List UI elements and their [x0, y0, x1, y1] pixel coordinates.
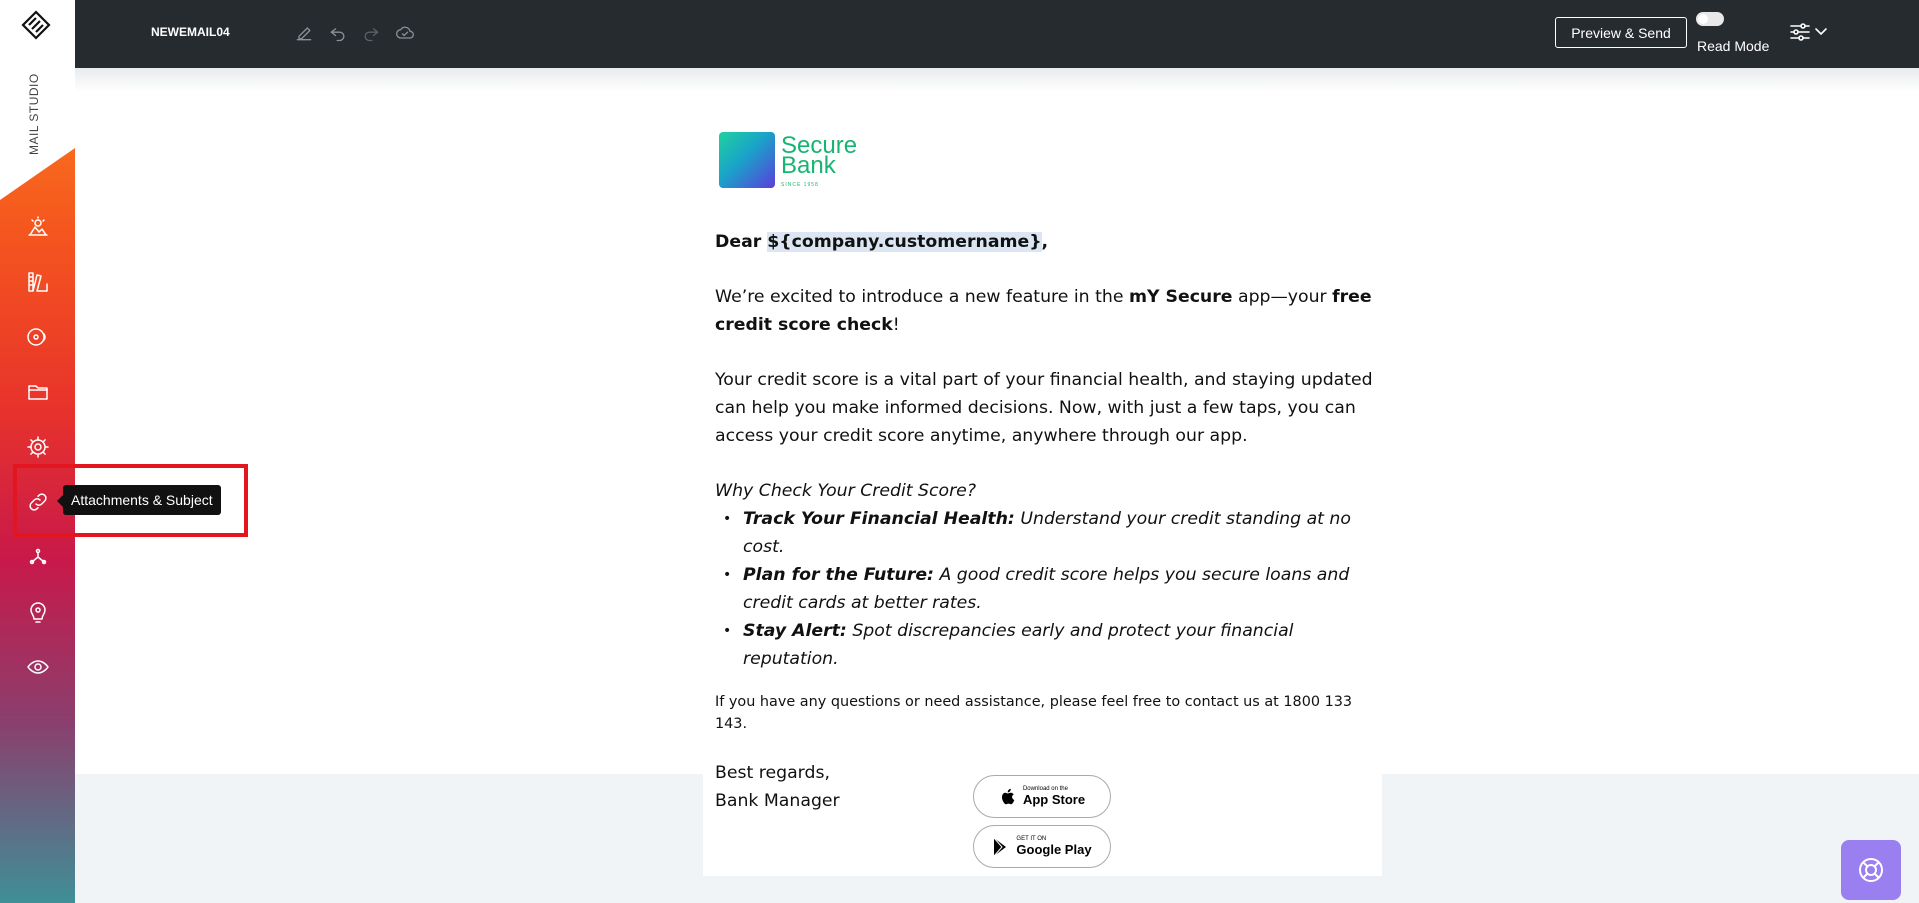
signoff: Best regards, Bank Manager — [715, 763, 840, 811]
landscape-icon — [26, 215, 50, 239]
app-store-label: App Store — [1022, 792, 1086, 807]
folder-icon — [26, 380, 50, 404]
sidebar-item-webhooks[interactable] — [22, 541, 54, 573]
google-play-label: Google Play — [1016, 842, 1092, 857]
why-heading: Why Check Your Credit Score? — [715, 481, 976, 501]
palette-icon — [26, 325, 50, 349]
help-button[interactable] — [1841, 840, 1901, 900]
preview-send-button[interactable]: Preview & Send — [1555, 17, 1687, 48]
credit-score-paragraph: Your credit score is a vital part of your financial health, and staying updated can help you make informed decisions. Now, with just a few taps, you can access your credit score anytime, anywhere through our app. — [715, 370, 1373, 446]
email-body[interactable] — [703, 92, 1382, 876]
greeting: Dear ${company.customername}, — [715, 232, 1049, 252]
list-item: • Track Your Financial Health: Understand your credit standing at no cost. — [715, 505, 1375, 561]
brand-name: Secure Bank — [781, 132, 858, 179]
lifebuoy-icon — [1857, 856, 1885, 884]
redo-icon — [361, 23, 381, 43]
sliders-icon — [1788, 20, 1812, 44]
read-mode-label: Read Mode — [1697, 38, 1770, 54]
undo-icon — [328, 23, 348, 43]
google-play-button[interactable] — [973, 825, 1111, 868]
cloud-check-icon — [395, 23, 415, 43]
app-store-button[interactable] — [973, 775, 1111, 818]
read-mode-toggle[interactable] — [1696, 12, 1724, 26]
sidebar-item-palette[interactable] — [22, 321, 54, 353]
studio-label: MAIL STUDIO — [27, 73, 41, 155]
eye-icon — [26, 655, 50, 679]
sidebar-item-landscape[interactable] — [22, 211, 54, 243]
template-icon — [26, 270, 50, 294]
undo-button[interactable] — [325, 20, 351, 46]
benefits-list — [715, 505, 1375, 673]
gear-icon — [26, 435, 50, 459]
document-name[interactable]: NEWEMAIL04 — [151, 25, 230, 39]
settings-menu-button[interactable] — [1788, 20, 1812, 44]
apple-icon — [999, 787, 1017, 807]
sidebar-item-preview[interactable] — [22, 651, 54, 683]
edit-name-button[interactable] — [291, 20, 317, 46]
customer-name-variable: ${company.customername} — [767, 232, 1042, 252]
lightbulb-icon — [26, 600, 50, 624]
email-content[interactable] — [715, 228, 1375, 815]
redo-button[interactable] — [358, 20, 384, 46]
sidebar-item-settings[interactable] — [22, 431, 54, 463]
sidebar-item-files[interactable] — [22, 376, 54, 408]
list-item: • Plan for the Future: A good credit score helps you secure loans and credit cards at better rates. — [715, 561, 1375, 617]
brand-since: SINCE 1958 — [781, 182, 819, 188]
contact-paragraph: If you have any questions or need assistance, please feel free to contact us at 1800 133 143. — [715, 694, 1353, 732]
pencil-icon — [294, 23, 314, 43]
brand-logo[interactable] — [719, 132, 869, 192]
chevron-down-icon[interactable] — [1814, 25, 1828, 39]
sidebar — [0, 0, 75, 903]
sidebar-item-templates[interactable] — [22, 266, 54, 298]
sidebar-item-ideas[interactable] — [22, 596, 54, 628]
list-item: • Stay Alert: Spot discrepancies early and protect your financial reputation. — [715, 617, 1375, 673]
app-logo-icon[interactable] — [21, 10, 51, 40]
app-store-top-label: Download on the — [1022, 786, 1068, 792]
brand-mark-icon — [719, 132, 775, 188]
webhook-icon — [26, 545, 50, 569]
google-play-top-label: GET IT ON — [1016, 836, 1047, 842]
google-play-icon — [992, 837, 1010, 857]
sidebar-tooltip: Attachments & Subject — [63, 485, 221, 515]
save-cloud-button[interactable] — [392, 20, 418, 46]
intro-paragraph: We’re excited to introduce a new feature in the mY Secure app—your free credit score check! — [715, 287, 1372, 335]
topbar-shadow — [75, 68, 1919, 92]
